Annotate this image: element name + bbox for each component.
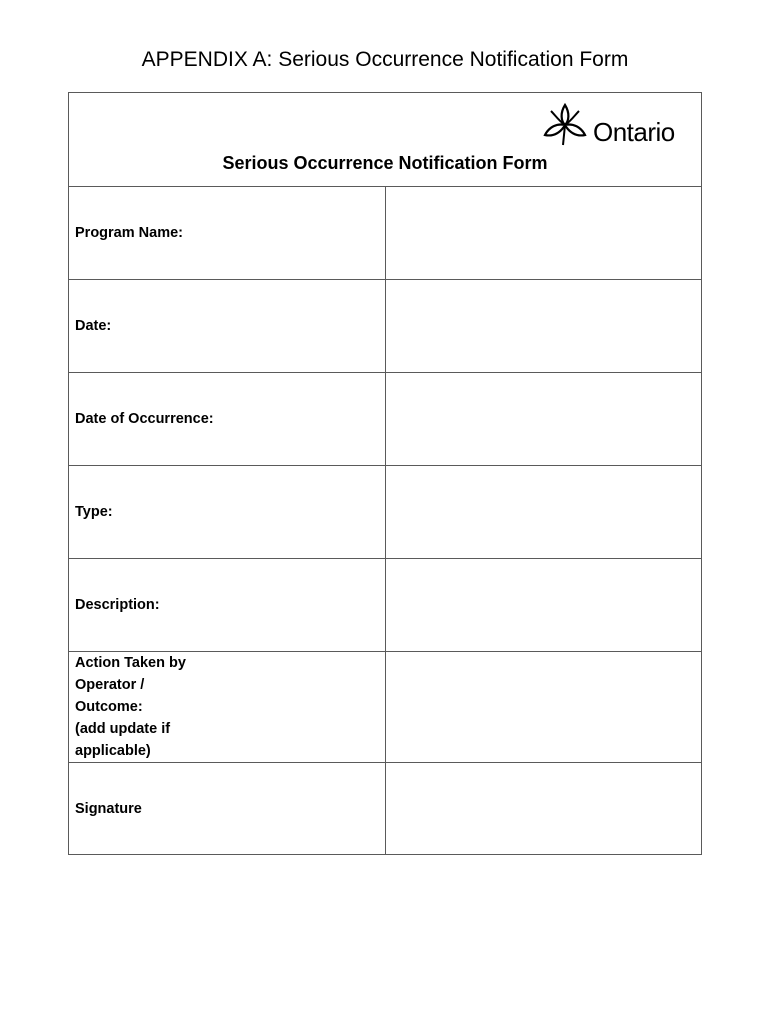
appendix-title: APPENDIX A: Serious Occurrence Notification Form	[141, 48, 629, 71]
description-row	[69, 559, 702, 652]
signature-field[interactable]	[385, 763, 702, 855]
action-taken-row	[69, 652, 702, 763]
description-label: Description:	[69, 559, 386, 652]
date-of-occurrence-row	[69, 373, 702, 466]
type-row	[69, 466, 702, 559]
signature-label: Signature	[69, 763, 386, 855]
type-label: Type:	[69, 466, 386, 559]
ontario-logo	[539, 101, 689, 153]
trillium-icon	[539, 101, 591, 153]
form-header	[69, 93, 702, 187]
program-name-row	[69, 187, 702, 280]
action-label-line: (add update if	[75, 721, 171, 737]
date-row	[69, 280, 702, 373]
action-label-line: Operator /	[75, 677, 145, 693]
date-of-occurrence-label: Date of Occurrence:	[69, 373, 386, 466]
action-taken-field[interactable]	[385, 652, 702, 763]
date-field[interactable]	[385, 280, 702, 373]
signature-row	[69, 763, 702, 855]
date-label: Date:	[69, 280, 386, 373]
program-name-field[interactable]	[385, 187, 702, 280]
action-taken-label	[69, 652, 386, 763]
action-label-line: Action Taken by	[75, 655, 186, 671]
type-field[interactable]	[385, 466, 702, 559]
notification-form-table	[68, 92, 702, 855]
description-field[interactable]	[385, 559, 702, 652]
action-label-line: applicable)	[75, 743, 151, 759]
date-of-occurrence-field[interactable]	[385, 373, 702, 466]
ontario-wordmark: Ontario	[593, 117, 675, 147]
action-label-line: Outcome:	[75, 699, 143, 715]
program-name-label: Program Name:	[69, 187, 386, 280]
form-heading: Serious Occurrence Notification Form	[222, 153, 548, 173]
